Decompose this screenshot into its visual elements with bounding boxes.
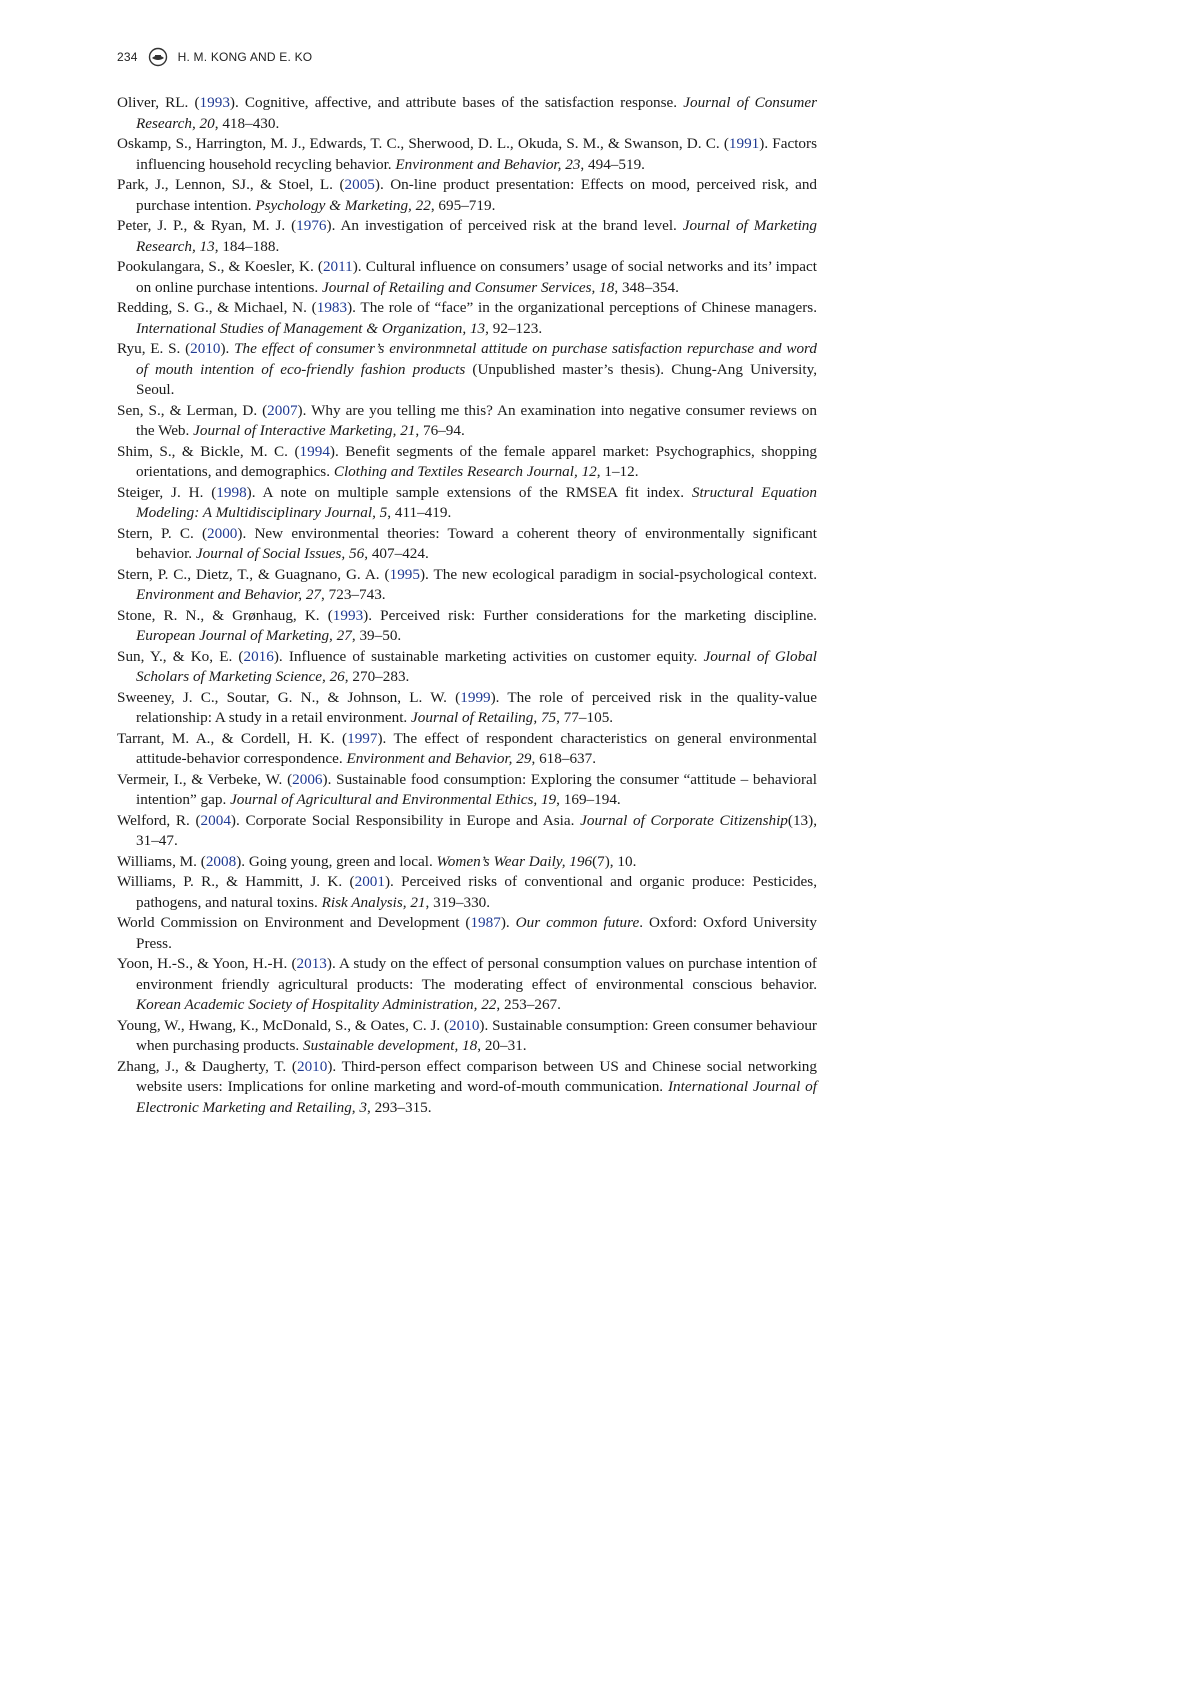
- reference-year-link[interactable]: 2000: [207, 524, 238, 542]
- reference-title: ). Benefit segments of the female apparel market: Psychographics, shopping orientations, and demographics.: [136, 442, 818, 480]
- reference-details: , 723–743.: [321, 586, 386, 603]
- reference-details: , 270–283.: [344, 668, 410, 685]
- reference-title: ). The effect of respondent characteristics on general environmental attitude-behavior correspondence.: [136, 729, 818, 767]
- reference-year-link[interactable]: 1995: [389, 565, 420, 583]
- reference-source: Environment and Behavior, 23: [395, 155, 581, 173]
- reference-year-link[interactable]: 1993: [332, 606, 364, 624]
- reference-title: ). Third-person effect comparison between US and Chinese social networking website users: Implications for online marketing and word-of-mouth communication.: [136, 1057, 817, 1095]
- reference-authors: Young, W., Hwang, K., McDonald, S., & Oates, C. J. (: [117, 1016, 450, 1034]
- reference-source: International Journal of Electronic Marketing and Retailing, 3: [136, 1078, 817, 1116]
- reference-year-link[interactable]: 2008: [205, 852, 237, 870]
- reference-authors: Stern, P. C., Dietz, T., & Guagnano, G. A. (: [117, 565, 390, 583]
- reference-details: , 418–430.: [214, 114, 280, 132]
- reference-authors: Welford, R. (: [117, 811, 201, 829]
- reference-details: , 184–188.: [214, 237, 280, 255]
- reference-year-link[interactable]: 1998: [216, 483, 247, 501]
- reference-authors: Park, J., Lennon, SJ., & Stoel, L. (: [117, 176, 345, 193]
- reference-entry: [117, 216, 817, 257]
- reference-title: ). Corporate Social Responsibility in Europe and Asia.: [230, 811, 581, 829]
- reference-source: Women’s Wear Daily, 196: [436, 852, 593, 870]
- reference-title: ). Influence of sustainable marketing activities on customer equity.: [273, 647, 704, 665]
- reference-entry: [117, 852, 817, 873]
- reference-details: , 253–267.: [496, 996, 561, 1013]
- reference-title: ). A note on multiple sample extensions of the RMSEA fit index.: [246, 483, 692, 501]
- reference-year-link[interactable]: 1987: [470, 914, 501, 931]
- reference-authors: World Commission on Environment and Development (: [117, 914, 471, 931]
- reference-title: ). Cultural influence on consumers’ usage of social networks and its’ impact on online purchase intentions.: [136, 258, 817, 296]
- reference-source: Journal of Social Issues, 56: [195, 545, 365, 562]
- reference-year-link[interactable]: 2004: [200, 811, 231, 829]
- reference-entry: [117, 524, 817, 565]
- reference-source: Environment and Behavior, 27: [136, 586, 322, 603]
- reference-title: ). The new ecological paradigm in social-psychological context.: [419, 565, 817, 583]
- reference-source: Journal of Global Scholars of Marketing Science, 26: [136, 647, 818, 685]
- reference-title: ). On-line product presentation: Effects on mood, perceived risk, and purchase intention.: [136, 176, 818, 214]
- reference-details: , 293–315.: [367, 1098, 432, 1116]
- reference-year-link[interactable]: 2016: [243, 647, 274, 665]
- reference-year-link[interactable]: 2001: [354, 873, 385, 890]
- running-head-authors: H. M. KONG AND E. KO: [177, 50, 313, 64]
- reference-source: Journal of Marketing Research, 13: [136, 217, 817, 255]
- reference-details: , 494–519.: [580, 155, 645, 173]
- reference-source: Sustainable development, 18: [303, 1037, 478, 1054]
- reference-entry: [117, 93, 817, 134]
- reference-details: (13), 31–47.: [136, 811, 817, 849]
- reference-title: ).: [500, 914, 516, 931]
- reference-authors: Yoon, H.-S., & Yoon, H.-H. (: [117, 955, 297, 972]
- reference-details: , 1–12.: [596, 463, 639, 480]
- reference-source: European Journal of Marketing, 27: [136, 627, 352, 644]
- reference-entry: [117, 339, 817, 401]
- page-number: 234: [117, 50, 138, 64]
- reference-source: Journal of Corporate Citizenship: [580, 811, 788, 829]
- reference-source: Journal of Retailing and Consumer Services, 18: [322, 278, 615, 296]
- reference-authors: Shim, S., & Bickle, M. C. (: [117, 442, 300, 460]
- reference-authors: Ryu, E. S. (: [117, 340, 191, 357]
- reference-year-link[interactable]: 2006: [292, 770, 323, 788]
- reference-source: Journal of Interactive Marketing, 21: [193, 422, 416, 439]
- reference-details: , 411–419.: [387, 504, 452, 521]
- reference-year-link[interactable]: 2011: [322, 258, 353, 275]
- reference-source: Psychology & Marketing, 22: [255, 196, 431, 214]
- reference-entry: [117, 134, 817, 175]
- reference-source: Our common future: [515, 914, 640, 931]
- reference-source: Journal of Retailing, 75: [411, 709, 557, 726]
- reference-entry: [117, 442, 817, 483]
- reference-details: , 695–719.: [430, 196, 496, 214]
- reference-authors: Sen, S., & Lerman, D. (: [117, 401, 268, 419]
- reference-year-link[interactable]: 1997: [347, 729, 378, 747]
- reference-details: (7), 10.: [592, 852, 637, 870]
- reference-details: , 407–424.: [364, 545, 429, 562]
- reference-authors: Williams, M. (: [117, 852, 206, 870]
- reference-entry: [117, 483, 817, 524]
- running-head: [117, 47, 312, 67]
- reference-year-link[interactable]: 2007: [267, 401, 298, 419]
- reference-title: ). Cognitive, affective, and attribute bases of the satisfaction response.: [229, 94, 684, 111]
- reference-title: ). A study on the effect of personal consumption values on purchase intention of environment friendly agricultural products: The moderating effect of environmental conscious behavior.: [136, 955, 817, 993]
- reference-details: (Unpublished master’s thesis). Chung-Ang University, Seoul.: [136, 360, 818, 398]
- reference-authors: Sweeney, J. C., Soutar, G. N., & Johnson, L. W. (: [117, 688, 461, 706]
- reference-year-link[interactable]: 1999: [460, 688, 491, 706]
- reference-title: ). The role of perceived risk in the quality-value relationship: A study in a retail environment.: [136, 688, 817, 726]
- reference-authors: Pookulangara, S., & Koesler, K. (: [117, 258, 323, 275]
- reference-authors: Stone, R. N., & Grønhaug, K. (: [117, 606, 333, 624]
- reference-entry: [117, 175, 817, 216]
- reference-entry: [117, 688, 817, 729]
- reference-entry: [117, 1057, 817, 1119]
- reference-source: Clothing and Textiles Research Journal, 12: [333, 463, 597, 480]
- reference-year-link[interactable]: 1993: [199, 94, 230, 111]
- reference-title: ). Factors influencing household recycling behavior.: [136, 135, 817, 173]
- reference-authors: Tarrant, M. A., & Cordell, H. K. (: [117, 729, 348, 747]
- reference-details: . Oxford: Oxford University Press.: [136, 914, 817, 952]
- reference-title: ). Going young, green and local.: [236, 852, 437, 870]
- reference-entry: [117, 606, 817, 647]
- reference-source: Risk Analysis, 21: [321, 893, 426, 911]
- reference-source: Structural Equation Modeling: A Multidisciplinary Journal, 5: [136, 483, 817, 521]
- reference-details: , 76–94.: [415, 422, 465, 439]
- reference-list: [117, 93, 817, 1118]
- reference-entry: [117, 1016, 817, 1057]
- reference-title: ). Sustainable consumption: Green consumer behaviour when purchasing products.: [136, 1016, 817, 1054]
- reference-source: Journal of Consumer Research, 20: [136, 94, 818, 132]
- reference-title: ). The role of “face” in the organizational perceptions of Chinese managers.: [347, 299, 817, 316]
- reference-title: ). Perceived risk: Further considerations for the marketing discipline.: [363, 606, 817, 624]
- reference-entry: [117, 565, 817, 606]
- reference-year-link[interactable]: 2010: [449, 1016, 480, 1034]
- reference-details: , 92–123.: [485, 319, 543, 337]
- reference-entry: [117, 872, 817, 913]
- reference-year-link[interactable]: 2010: [190, 340, 221, 357]
- reference-authors: Vermeir, I., & Verbeke, W. (: [117, 770, 293, 788]
- reference-authors: Stern, P. C. (: [117, 524, 208, 542]
- reference-title: ). An investigation of perceived risk at the brand level.: [326, 217, 683, 234]
- taylor-francis-logo-icon: [148, 47, 168, 67]
- reference-entry: [117, 729, 817, 770]
- reference-entry: [117, 954, 817, 1016]
- reference-title: ). Sustainable food consumption: Exploring the consumer “attitude – behavioral intention” gap.: [136, 770, 818, 808]
- reference-year-link[interactable]: 2005: [344, 176, 375, 193]
- reference-authors: Peter, J. P., & Ryan, M. J. (: [117, 217, 297, 234]
- reference-details: , 618–637.: [531, 750, 597, 767]
- reference-year-link[interactable]: 1983: [316, 299, 348, 316]
- reference-year-link[interactable]: 1994: [299, 442, 330, 460]
- reference-details: , 20–31.: [477, 1037, 527, 1054]
- reference-entry: [117, 401, 817, 442]
- reference-year-link[interactable]: 2013: [296, 955, 327, 972]
- reference-entry: [117, 257, 817, 298]
- reference-entry: [117, 770, 817, 811]
- reference-authors: Oliver, RL. (: [117, 94, 200, 111]
- reference-title: ). Perceived risks of conventional and organic produce: Pesticides, pathogens, and natural toxins.: [136, 873, 817, 911]
- reference-entry: [117, 298, 817, 339]
- reference-year-link[interactable]: 1991: [728, 135, 760, 152]
- reference-title: ). New environmental theories: Toward a coherent theory of environmentally significant behavior.: [136, 524, 817, 562]
- reference-source: The effect of consumer’s environmnetal attitude on purchase satisfaction repurchase and word of mouth intention of eco-friendly fashion products: [136, 340, 817, 378]
- reference-details: , 77–105.: [556, 709, 614, 726]
- reference-title: ).: [220, 340, 235, 357]
- reference-entry: [117, 647, 817, 688]
- reference-details: , 39–50.: [351, 627, 402, 644]
- reference-authors: Williams, P. R., & Hammitt, J. K. (: [117, 873, 355, 890]
- reference-source: International Studies of Management & Organization, 13: [136, 319, 486, 337]
- reference-details: , 348–354.: [614, 278, 679, 296]
- reference-authors: Zhang, J., & Daugherty, T. (: [117, 1057, 297, 1075]
- reference-year-link[interactable]: 1976: [296, 217, 327, 234]
- reference-authors: Steiger, J. H. (: [117, 483, 217, 501]
- reference-entry: [117, 913, 817, 954]
- reference-source: Journal of Agricultural and Environmental Ethics, 19: [230, 791, 557, 808]
- reference-source: Environment and Behavior, 29: [346, 750, 532, 767]
- reference-year-link[interactable]: 2010: [296, 1057, 328, 1075]
- reference-details: , 169–194.: [556, 791, 621, 808]
- reference-authors: Sun, Y., & Ko, E. (: [117, 647, 244, 665]
- reference-authors: Redding, S. G., & Michael, N. (: [117, 299, 317, 316]
- reference-authors: Oskamp, S., Harrington, M. J., Edwards, T. C., Sherwood, D. L., Okuda, S. M., & Swanson, D. C. (: [117, 135, 729, 152]
- reference-title: ). Why are you telling me this? An examination into negative consumer reviews on the Web.: [136, 401, 817, 439]
- reference-source: Korean Academic Society of Hospitality Administration, 22: [136, 996, 497, 1013]
- reference-entry: [117, 811, 817, 852]
- reference-details: , 319–330.: [425, 893, 491, 911]
